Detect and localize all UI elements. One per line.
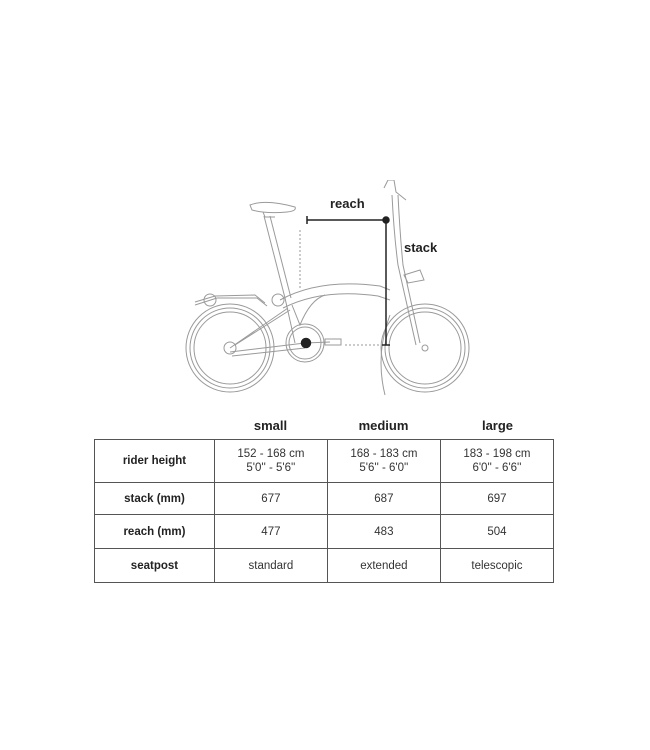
- geometry-table: [94, 439, 554, 583]
- col-header-large: large: [481, 418, 514, 433]
- table-cell: 168 - 183 cm 5'6'' - 6'0'': [327, 440, 440, 483]
- table-cell: 477: [214, 515, 327, 549]
- reach-label: reach: [330, 196, 365, 211]
- table-cell: 677: [214, 483, 327, 515]
- row-label: stack (mm): [95, 483, 215, 515]
- table-cell: 483: [327, 515, 440, 549]
- row-label: rider height: [95, 440, 215, 483]
- table-cell: 183 - 198 cm 6'0'' - 6'6'': [440, 440, 553, 483]
- table-cell: 697: [440, 483, 553, 515]
- col-header-small: small: [253, 418, 288, 433]
- table-row: [95, 483, 554, 515]
- table-cell: 152 - 168 cm 5'0'' - 5'6'': [214, 440, 327, 483]
- row-label: reach (mm): [95, 515, 215, 549]
- table-row: [95, 549, 554, 583]
- table-cell: telescopic: [440, 549, 553, 583]
- table-row: [95, 440, 554, 483]
- table-cell: 504: [440, 515, 553, 549]
- col-header-medium: medium: [358, 418, 409, 433]
- table-cell: standard: [214, 549, 327, 583]
- table-cell: 687: [327, 483, 440, 515]
- table-row: [95, 515, 554, 549]
- table-cell: extended: [327, 549, 440, 583]
- folding-bike-icon: [180, 180, 480, 400]
- row-label: seatpost: [95, 549, 215, 583]
- stack-label: stack: [404, 240, 438, 255]
